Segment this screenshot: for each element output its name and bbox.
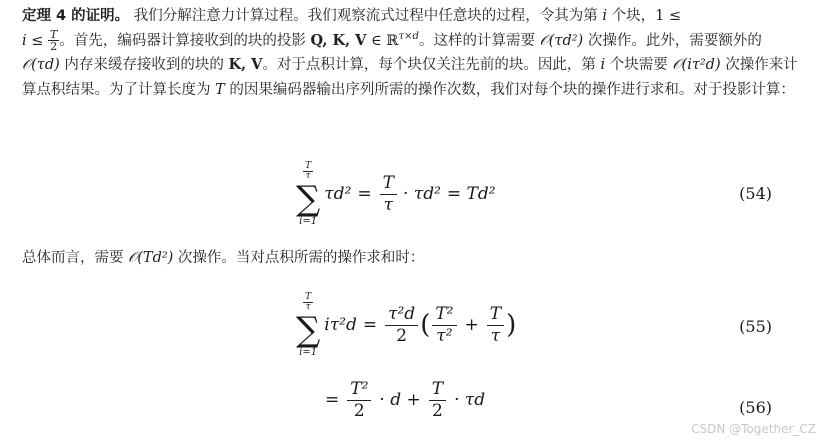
text: 个块需要 <box>605 57 673 74</box>
eq55-fraction-2: T² τ² <box>432 305 456 345</box>
math-qkv: Q, K, V <box>310 31 367 49</box>
math-cost: 𝒪(τd) <box>22 57 60 74</box>
summation-sign: $\frac{T}{\tau}$ ∑ i=1 <box>296 161 321 227</box>
eq55-lhs: iτ²d <box>324 315 357 336</box>
math-cost: 𝒪(Td²) <box>128 250 174 266</box>
math-cost: 𝒪(iτ²d) <box>672 57 721 74</box>
math-T: T <box>215 81 225 98</box>
equation-number: (55) <box>739 317 772 336</box>
fraction-T-over-2: $\frac{T}{2}$ <box>50 27 58 54</box>
text: 总体而言，需要 <box>22 250 129 266</box>
eq56-tail: · τd <box>454 390 486 411</box>
eq54-mid: · τd² <box>402 184 441 205</box>
eq54-lhs: τd² <box>324 184 352 205</box>
text: 次操作。当对点积所需的操作求和时： <box>173 250 425 266</box>
math-i: i <box>602 8 608 24</box>
eq55-fraction-3: $\frac{T}{\tau}$ <box>487 305 504 345</box>
math-in: ∈ ℝ <box>366 32 399 49</box>
text: 。首先，编码器计算接收到的块的投影 <box>59 32 311 49</box>
math-kv: K, V <box>228 56 263 74</box>
equation-54: $\frac{T}{\tau}$ ∑ i=1 τd² = $\frac{T}{\tau}$ · τd² = Td² (54) <box>296 161 772 227</box>
equation-number: (54) <box>739 184 772 203</box>
equation-55: $\frac{T}{\tau}$ ∑ i=1 iτ²d = $\frac{\text{τ²d}}{2}$ ( T² τ² + $\frac{T}{\tau}$ ) (55) <box>296 292 772 358</box>
text: 个块， <box>607 8 656 24</box>
eq56-fraction-1: $\frac{\text{T²}}{2}$ <box>347 380 371 420</box>
math-i: i <box>600 57 606 74</box>
math-le: ≤ <box>26 32 49 49</box>
proof-paragraph <box>22 4 802 102</box>
proof-lead: 定理 4 的证明。 <box>22 8 130 24</box>
summation-sign: $\frac{T}{\tau}$ ∑ i=1 <box>296 292 321 358</box>
eq54-fraction: $\frac{T}{\tau}$ <box>380 174 397 214</box>
math-i: i <box>22 32 27 49</box>
summary-paragraph <box>22 246 802 271</box>
text: 。对于点积计算，每个块仅关注先前的块。因此，第 <box>262 57 601 74</box>
eq56-fraction-2: $\frac{T}{2}$ <box>429 380 446 420</box>
equation-number: (56) <box>739 398 772 417</box>
text: 次操作。此外，需要额外的 <box>583 32 762 49</box>
math-cost: 𝒪(τd²) <box>539 32 584 49</box>
text: 次操作来计算点积结果。为了计算长度为 <box>22 57 798 98</box>
math-dim: τ×d <box>398 30 420 42</box>
text: 内存来缓存接收到的块的 <box>59 57 229 74</box>
eq56-mid: · d + <box>379 390 421 411</box>
eq54-rhs: = Td² <box>446 184 496 205</box>
watermark: CSDN @Together_CZ <box>691 422 816 436</box>
text: 的因果编码器输出序列所需的操作次数，我们对每个块的操作进行求和。对于投影计算： <box>224 81 795 98</box>
equation-56: = $\frac{\text{T²}}{2}$ · d + $\frac{T}{2}$ · τd (56) <box>325 379 772 421</box>
text: 我们分解注意力计算过程。我们观察流式过程中任意块的过程，令其为第 <box>129 8 603 24</box>
text: 。这样的计算需要 <box>419 32 540 49</box>
math-cond: 1 ≤ <box>655 8 682 24</box>
eq55-fraction-1: $\frac{\text{τ²d}}{2}$ <box>385 305 418 345</box>
